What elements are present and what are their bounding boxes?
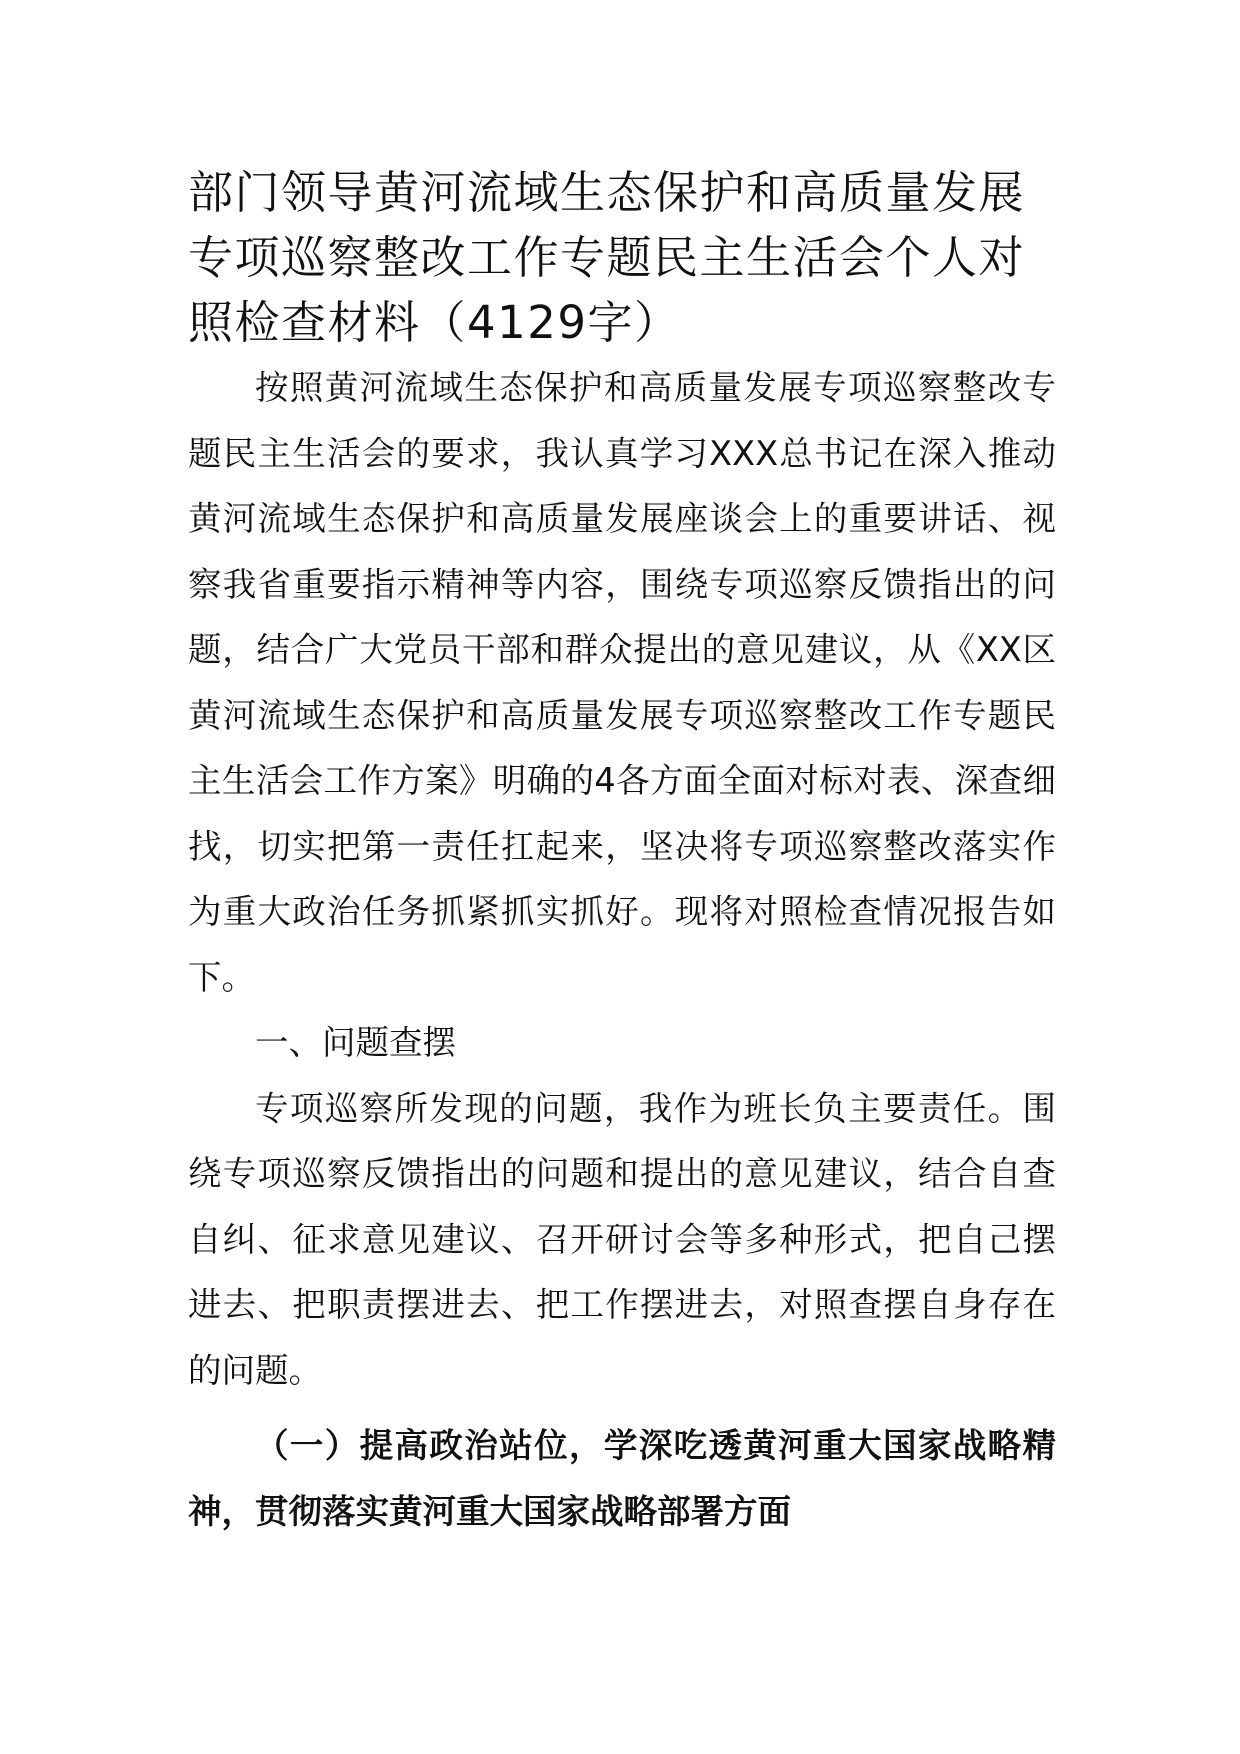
document-page (188, 160, 1056, 1544)
section-heading-problems: 一、问题查摆 (255, 1023, 456, 1062)
document-title: 部门领导黄河流域生态保护和高质量发展专项巡察整改工作专题民主生活会个人对照检查材料（4129字） (188, 166, 1026, 349)
subsection-heading-political-stance: （一）提高政治站位，学深吃透黄河重大国家战略精神，贯彻落实黄河重大国家战略部署方面 (188, 1426, 1056, 1531)
section-paragraph-problems: 专项巡察所发现的问题，我作为班长负主要责任。围绕专项巡察反馈指出的问题和提出的意见建议，结合自查自纠、征求意见建议、召开研讨会等多种形式，把自己摆进去、把职责摆进去、把工作摆进去，对照查摆自身存在的问题。 (188, 1088, 1056, 1390)
intro-paragraph: 按照黄河流域生态保护和高质量发展专项巡察整改专题民主生活会的要求，我认真学习XXX总书记在深入推动黄河流域生态保护和高质量发展座谈会上的重要讲话、视察我省重要指示精神等内容，围绕专项巡察反馈指出的问题，结合广大党员干部和群众提出的意见建议，从《XX区黄河流域生态保护和高质量发展专项巡察整改工作专题民主生活会工作方案》明确的4各方面全面对标对表、深查细找，切实把第一责任扛起来，坚决将专项巡察整改落实作为重大政治任务抓紧抓实抓好。现将对照检查情况报告如下。 (188, 368, 1056, 997)
